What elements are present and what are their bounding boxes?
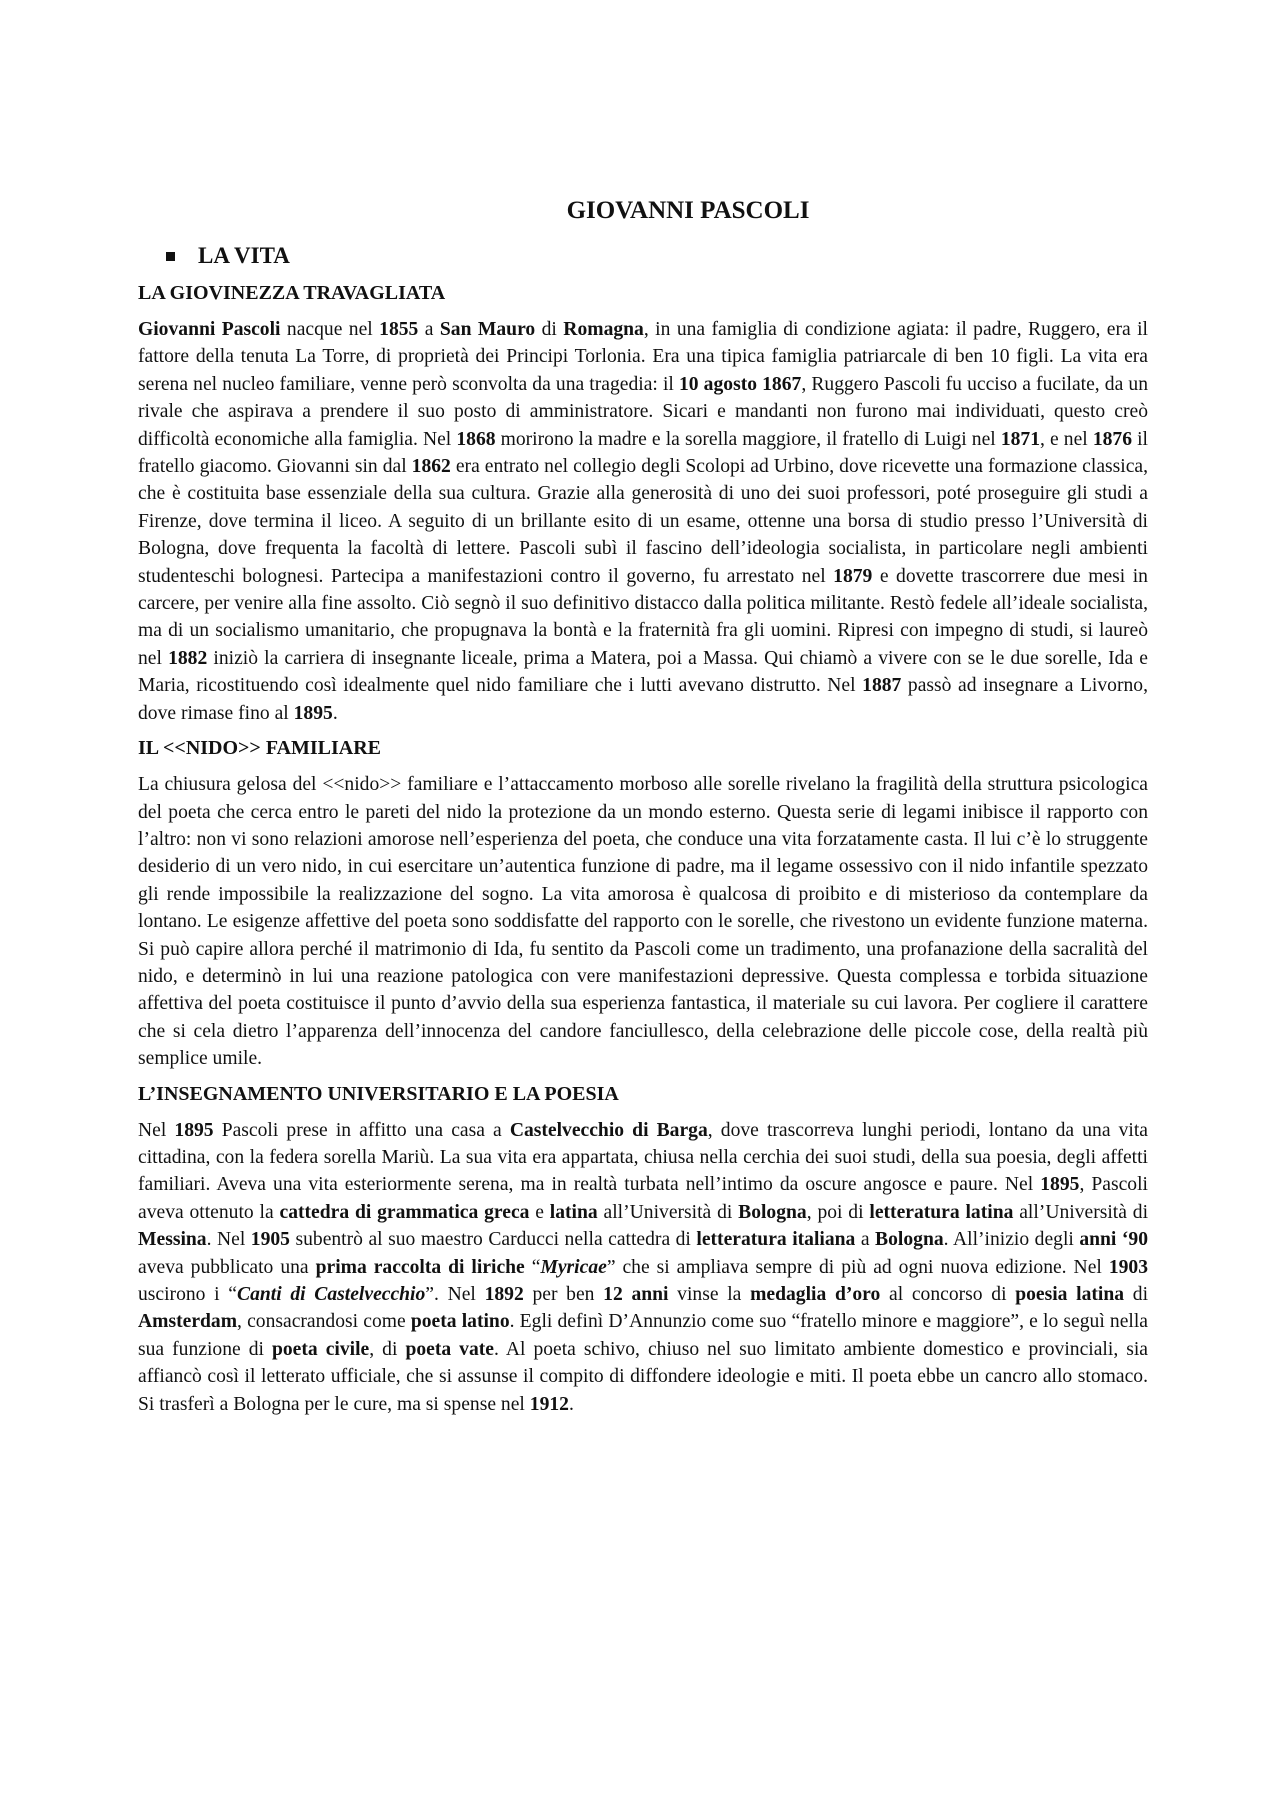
subsection-heading-nido: IL <<NIDO>> FAMILIARE	[138, 737, 382, 760]
square-bullet-icon	[166, 252, 175, 261]
paragraph-insegnamento: Nel 1895 Pascoli prese in affitto una casa a Castelvecchio di Barga, dove trascorreva lunghi periodi, lontano da una vita cittadina, con la federa sorella Mariù. La sua vita era appartata, chiusa nella cerchia dei suoi studi, della sua poesia, degli affetti familiari. Aveva una vita esteriormente serena, ma in realtà turbata nell’intimo da oscure angosce e paure. Nel 1895, Pascoli aveva ottenuto la cattedra di grammatica greca e latina all’Università di Bologna, poi di letteratura latina all’Università di Messina. Nel 1905 subentrò al suo maestro Carducci nella cattedra di letteratura italiana a Bologna. All’inizio degli anni ‘90 aveva pubblicato una prima raccolta di liriche “Myricae” che si ampliava sempre di più ad ogni nuova edizione. Nel 1903 uscirono i “Canti di Castelvecchio”. Nel 1892 per ben 12 anni vinse la medaglia d’oro al concorso di poesia latina di Amsterdam, consacrandosi come poeta latino. Egli definì D’Annunzio come suo “fratello minore e maggiore”, e lo seguì nella sua funzione di poeta civile, di poeta vate. Al poeta schivo, chiuso nel suo limitato ambiente domestico e provinciali, sia affiancò così il letterato ufficiale, che si assunse il compito di diffondere ideologie e miti. Il poeta ebbe un cancro allo stomaco. Si trasferì a Bologna per le cure, ma si spense nel 1912.	[138, 1119, 1149, 1415]
paragraph-giovinezza: Giovanni Pascoli nacque nel 1855 a San Mauro di Romagna, in una famiglia di condizione agiata: il padre, Ruggero, era il fattore della tenuta La Torre, di proprietà dei Principi Torlonia. Era una tipica famiglia patriarcale di ben 10 figli. La vita era serena nel nucleo familiare, venne però sconvolta da una tragedia: il 10 agosto 1867, Ruggero Pascoli fu ucciso a fucilate, da un rivale che aspirava a prendere il suo posto di amministratore. Sicari e mandanti non furono mai individuati, questo creò difficoltà economiche alla famiglia. Nel 1868 morirono la madre e la sorella maggiore, il fratello di Luigi nel 1871, e nel 1876 il fratello giacomo. Giovanni sin dal 1862 era entrato nel collegio degli Scolopi ad Urbino, dove ricevette una formazione classica, che è costituita base essenziale della sua cultura. Grazie alla generosità di uno dei suoi professori, poté proseguire gli studi a Firenze, dove termina il liceo. A seguito di un brillante esito di un esame, ottenne una borsa di studio presso l’Università di Bologna, dove frequenta la facoltà di lettere. Pascoli subì il fascino dell’ideologia socialista, in particolare negli ambienti studenteschi bolognesi. Partecipa a manifestazioni contro il governo, fu arrestato nel 1879 e dovette trascorrere due mesi in carcere, per venire alla fine assolto. Ciò segnò il suo definitivo distacco dalla politica militante. Restò fedele all’ideale socialista, ma di un socialismo umanitario, che propugnava la bontà e la fraternità fra gli uomini. Ripresi con impegno di studi, si laureò nel 1882 iniziò la carriera di insegnante liceale, prima a Matera, poi a Massa. Qui chiamò a vivere con se le due sorelle, Ida e Maria, ricostituendo così idealmente quel nido familiare che i lutti avevano distrutto. Nel 1887 passò ad insegnare a Livorno, dove rimase fino al 1895.	[138, 319, 1149, 724]
document-page	[138, 196, 1148, 1426]
page-title: GIOVANNI PASCOLI	[566, 197, 810, 224]
section-heading-label: LA VITA	[198, 243, 290, 268]
subsection-heading-insegnamento: L’INSEGNAMENTO UNIVERSITARIO E LA POESIA	[138, 1082, 619, 1105]
paragraph-nido: La chiusura gelosa del <<nido>> familiare e l’attaccamento morboso alle sorelle rivelano la fragilità della struttura psicologica del poeta che cerca entro le pareti del nido la protezione da un mondo esterno. Questa serie di legami inibisce il rapporto con l’altro: non vi sono relazioni amorose nell’esperienza del poeta, che conduce una vita forzatamente casta. Il lui c’è lo struggente desiderio di un vero nido, in cui esercitare un’autentica funzione di padre, ma il legame ossessivo con il nido infantile spezzato gli rende impossibile la realizzazione del sogno. La vita amorosa è qualcosa di proibito e di misterioso da contemplare da lontano. Le esigenze affettive del poeta sono soddisfatte del rapporto con le sorelle, che rivestono un evidente funzione materna. Si può capire allora perché il matrimonio di Ida, fu sentito da Pascoli come un tradimento, una profanazione della sacralità del nido, e determinò in lui una reazione patologica con vere manifestazioni depressive. Questa complessa e torbida situazione affettiva del poeta costituisce il punto d’avvio della sua esperienza fantastica, il materiale su cui lavora. Per cogliere il carattere che si cela dietro l’apparenza dell’innocenza del candore fanciullesco, della celebrazione delle piccole cose, della realtà più semplice umile.	[138, 774, 1148, 1070]
subsection-heading-giovinezza: LA GIOVINEZZA TRAVAGLIATA	[138, 282, 446, 304]
section-heading	[166, 242, 1148, 270]
